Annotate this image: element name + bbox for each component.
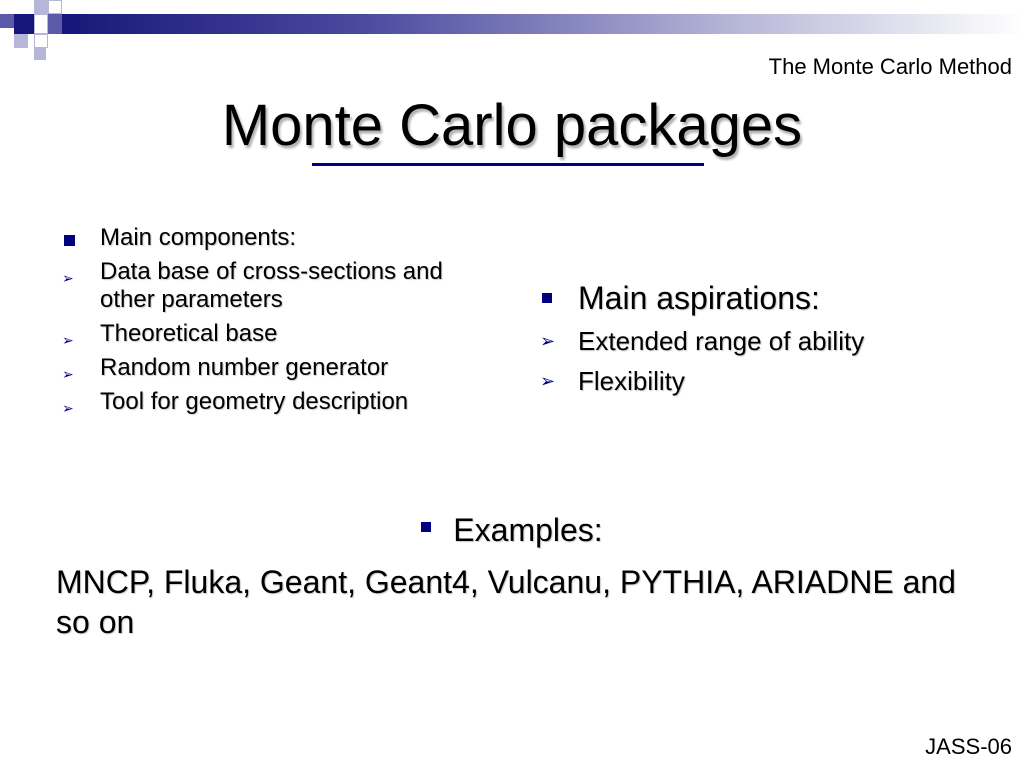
- list-item: [60, 320, 490, 348]
- decor-square: [48, 14, 62, 34]
- examples-heading: [0, 512, 1024, 549]
- footer-label: JASS-06: [925, 734, 1012, 759]
- list-heading: Main components:: [100, 224, 297, 251]
- main-aspirations-list: [538, 280, 958, 406]
- list-item: [60, 388, 490, 416]
- main-components-list: [60, 224, 490, 422]
- slide-title: Monte Carlo packages: [221, 93, 803, 158]
- decor-square: [34, 34, 48, 48]
- examples-text: [56, 562, 976, 642]
- title-underline: [312, 163, 704, 166]
- decor-square: [34, 48, 46, 60]
- decor-square: [34, 0, 48, 14]
- square-bullet-icon: [421, 522, 431, 532]
- header-gradient-bar: [80, 14, 1024, 34]
- decor-square: [34, 14, 48, 34]
- decor-square: [14, 14, 34, 34]
- list-item-text: Data base of cross-sections and other parameters: [100, 258, 443, 313]
- decor-square: [62, 14, 80, 34]
- section-label: The Monte Carlo Method: [768, 54, 1012, 79]
- arrow-bullet-icon: ➢: [540, 371, 556, 391]
- examples-list-text: MNCP, Fluka, Geant, Geant4, Vulcanu, PYTHIA, ARIADNE and so on: [56, 564, 956, 640]
- list-item: [538, 326, 958, 356]
- arrow-bullet-icon: ➢: [62, 366, 74, 382]
- header-decoration: [0, 0, 1024, 48]
- decor-square: [14, 34, 28, 48]
- square-bullet-icon: [62, 224, 92, 252]
- arrow-bullet-icon: ➢: [62, 400, 74, 416]
- list-item: [60, 258, 490, 314]
- list-item-text: Extended range of ability: [578, 326, 865, 356]
- arrow-bullet-icon: ➢: [62, 332, 74, 348]
- list-item-text: Flexibility: [578, 366, 685, 396]
- examples-heading-text: Examples:: [453, 512, 603, 548]
- list-item: [60, 224, 490, 252]
- list-item-text: Theoretical base: [100, 320, 278, 347]
- list-item: [538, 280, 958, 316]
- list-heading: Main aspirations:: [578, 280, 820, 316]
- square-bullet-icon: [540, 280, 552, 316]
- list-item-text: Random number generator: [100, 354, 389, 381]
- list-item: [60, 354, 490, 382]
- list-item: [538, 366, 958, 396]
- decor-square: [48, 0, 62, 14]
- arrow-bullet-icon: ➢: [540, 331, 556, 351]
- decor-square: [0, 14, 14, 28]
- arrow-bullet-icon: ➢: [62, 270, 74, 286]
- list-item-text: Tool for geometry description: [100, 388, 409, 415]
